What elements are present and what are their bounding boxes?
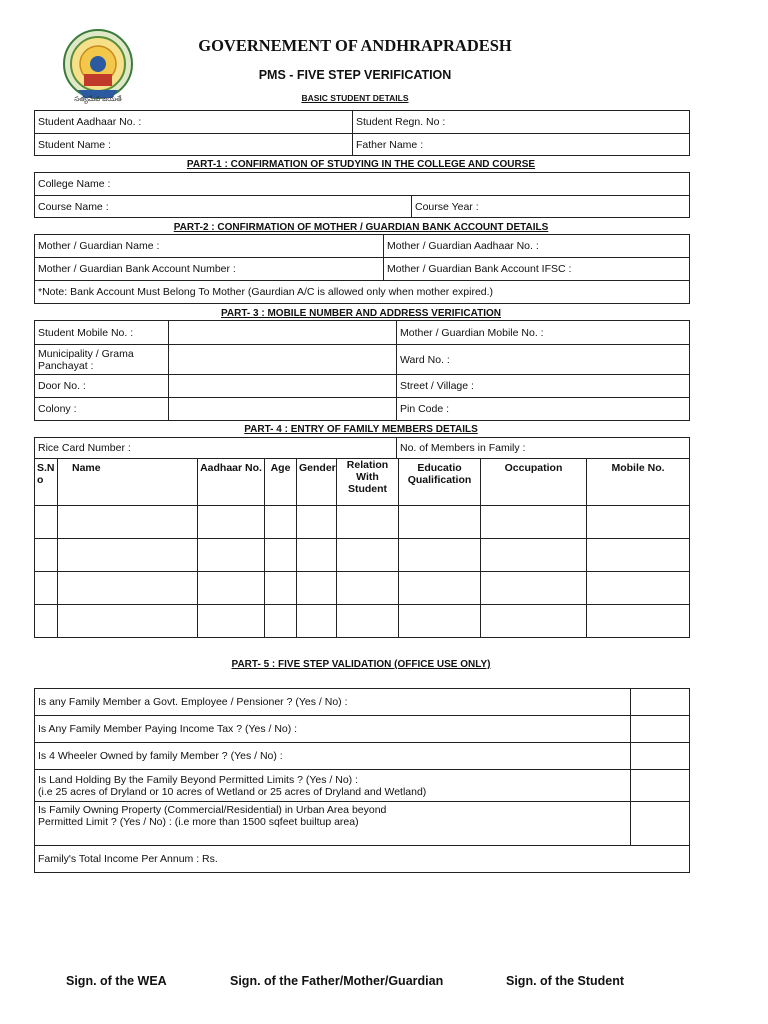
col-sno-line1: S.N: [37, 462, 55, 474]
part1-heading: PART-1 : CONFIRMATION OF STUDYING IN THE COLLEGE AND COURSE: [186, 159, 536, 170]
govt-employee-answer[interactable]: [631, 689, 690, 716]
col-age: Age: [265, 459, 297, 506]
table-cell[interactable]: [35, 572, 58, 605]
col-education-line2: Qualification: [407, 474, 472, 486]
municipality-label-line2: Panchayat :: [38, 359, 94, 372]
table-row: [35, 506, 690, 539]
basic-details-table: [34, 110, 690, 156]
table-cell[interactable]: [399, 506, 481, 539]
table-cell[interactable]: [297, 572, 337, 605]
table-cell[interactable]: [587, 572, 690, 605]
guardian-signature: Sign. of the Father/Mother/Guardian: [230, 974, 444, 988]
table-cell[interactable]: [297, 506, 337, 539]
urban-property-answer[interactable]: [631, 802, 690, 846]
student-aadhaar-field[interactable]: Student Aadhaar No. :: [35, 111, 353, 134]
table-cell[interactable]: [265, 572, 297, 605]
student-signature: Sign. of the Student: [506, 974, 625, 988]
guardian-account-field[interactable]: Mother / Guardian Bank Account Number :: [35, 258, 384, 281]
bank-account-note: *Note: Bank Account Must Belong To Mother (Gaurdian A/C is allowed only when mother expired.): [35, 281, 690, 304]
colony-label: Colony :: [35, 398, 169, 421]
college-name-field[interactable]: College Name :: [35, 173, 690, 196]
col-gender: Gender: [297, 459, 337, 506]
student-name-field[interactable]: Student Name :: [35, 134, 353, 156]
table-cell[interactable]: [198, 572, 265, 605]
land-holding-question: [35, 770, 631, 802]
course-name-field[interactable]: Course Name :: [35, 196, 412, 218]
table-row: [35, 572, 690, 605]
urban-property-question: [35, 802, 631, 846]
government-title: GOVERNEMENT OF ANDHRAPRADESH: [198, 36, 512, 55]
municipality-field[interactable]: [169, 345, 397, 375]
govt-employee-question: Is any Family Member a Govt. Employee / Pensioner ? (Yes / No) :: [35, 689, 631, 716]
ward-field[interactable]: Ward No. :: [397, 345, 690, 375]
guardian-name-field[interactable]: Mother / Guardian Name :: [35, 235, 384, 258]
basic-section-heading: BASIC STUDENT DETAILS: [301, 93, 409, 103]
table-cell[interactable]: [399, 539, 481, 572]
table-row: [35, 605, 690, 638]
course-year-field[interactable]: Course Year :: [412, 196, 690, 218]
table-cell[interactable]: [198, 539, 265, 572]
table-cell[interactable]: [297, 605, 337, 638]
student-mobile-field[interactable]: [169, 321, 397, 345]
land-holding-line2: (i.e 25 acres of Dryland or 10 acres of Wetland or 25 acres of Dryland and Wetland): [38, 785, 427, 798]
table-cell[interactable]: [58, 605, 198, 638]
part2-heading: PART-2 : CONFIRMATION OF MOTHER / GUARDIAN BANK ACCOUNT DETAILS: [173, 222, 549, 233]
col-relation-line2: With: [356, 471, 379, 483]
income-tax-answer[interactable]: [631, 716, 690, 743]
col-aadhaar: Aadhaar No.: [198, 459, 265, 506]
urban-property-line2: Permitted Limit ? (Yes / No) : (i.e more than 1500 sqfeet builtup area): [38, 816, 359, 828]
seal-motto: సత్యమేవ జయతే: [74, 96, 122, 103]
guardian-aadhaar-field[interactable]: Mother / Guardian Aadhaar No. :: [384, 235, 690, 258]
guardian-mobile-field[interactable]: Mother / Guardian Mobile No. :: [397, 321, 690, 345]
col-education-line1: Educatio: [417, 462, 462, 474]
urban-property-line1: Is Family Owning Property (Commercial/Residential) in Urban Area beyond: [38, 804, 387, 816]
table-cell[interactable]: [337, 572, 399, 605]
part5-table: [34, 688, 690, 873]
col-sno: [35, 459, 58, 506]
members-count-field[interactable]: No. of Members in Family :: [397, 438, 690, 459]
pin-code-field[interactable]: Pin Code :: [397, 398, 690, 421]
table-cell[interactable]: [58, 539, 198, 572]
table-cell[interactable]: [265, 506, 297, 539]
table-cell[interactable]: [399, 605, 481, 638]
municipality-label-line1: Municipality / Grama: [38, 347, 134, 360]
income-tax-question: Is Any Family Member Paying Income Tax ? (Yes / No) :: [35, 716, 631, 743]
guardian-ifsc-field[interactable]: Mother / Guardian Bank Account IFSC :: [384, 258, 690, 281]
student-mobile-label: Student Mobile No. :: [35, 321, 169, 345]
table-cell[interactable]: [265, 605, 297, 638]
table-cell[interactable]: [58, 572, 198, 605]
table-cell[interactable]: [58, 506, 198, 539]
municipality-label: [35, 345, 169, 375]
land-holding-line1: Is Land Holding By the Family Beyond Permitted Limits ? (Yes / No) :: [38, 773, 359, 786]
table-cell[interactable]: [35, 605, 58, 638]
table-cell[interactable]: [265, 539, 297, 572]
col-sno-line2: o: [37, 474, 44, 486]
table-cell[interactable]: [587, 539, 690, 572]
col-occupation: Occupation: [481, 459, 587, 506]
table-cell[interactable]: [337, 506, 399, 539]
col-education: [399, 459, 481, 506]
table-cell[interactable]: [198, 605, 265, 638]
table-cell[interactable]: [337, 539, 399, 572]
part4-header-table: [34, 437, 690, 459]
part3-table: [34, 320, 690, 421]
street-field[interactable]: Street / Village :: [397, 375, 690, 398]
part2-table: [34, 234, 690, 304]
col-mobile: Mobile No.: [587, 459, 690, 506]
col-relation: [337, 459, 399, 506]
table-cell[interactable]: [198, 506, 265, 539]
part1-table: [34, 172, 690, 218]
table-cell[interactable]: [587, 506, 690, 539]
part5-heading: PART- 5 : FIVE STEP VALIDATION (OFFICE USE ONLY): [231, 659, 491, 670]
student-regn-field[interactable]: Student Regn. No :: [353, 111, 690, 134]
col-name: Name: [58, 459, 198, 506]
table-cell[interactable]: [337, 605, 399, 638]
table-cell[interactable]: [35, 539, 58, 572]
rice-card-field[interactable]: Rice Card Number :: [35, 438, 397, 459]
four-wheeler-answer[interactable]: [631, 743, 690, 770]
table-cell[interactable]: [35, 506, 58, 539]
four-wheeler-question: Is 4 Wheeler Owned by family Member ? (Yes / No) :: [35, 743, 631, 770]
part3-heading: PART- 3 : MOBILE NUMBER AND ADDRESS VERIFICATION: [220, 308, 501, 319]
table-cell[interactable]: [481, 539, 587, 572]
table-cell[interactable]: [297, 539, 337, 572]
col-relation-line1: Relation: [346, 459, 389, 471]
family-members-table: [34, 458, 690, 638]
table-cell[interactable]: [587, 605, 690, 638]
table-row: [35, 539, 690, 572]
family-income-field[interactable]: Family's Total Income Per Annum : Rs.: [35, 846, 690, 873]
form-title: PMS - FIVE STEP VERIFICATION: [258, 68, 452, 82]
father-name-field[interactable]: Father Name :: [353, 134, 690, 156]
colony-field[interactable]: [169, 398, 397, 421]
table-cell[interactable]: [481, 506, 587, 539]
land-holding-answer[interactable]: [631, 770, 690, 802]
door-label: Door No. :: [35, 375, 169, 398]
part4-heading: PART- 4 : ENTRY OF FAMILY MEMBERS DETAILS: [244, 424, 478, 435]
col-relation-line3: Student: [347, 483, 388, 495]
table-cell[interactable]: [481, 572, 587, 605]
table-cell[interactable]: [481, 605, 587, 638]
wea-signature: Sign. of the WEA: [66, 974, 167, 988]
door-field[interactable]: [169, 375, 397, 398]
table-cell[interactable]: [399, 572, 481, 605]
